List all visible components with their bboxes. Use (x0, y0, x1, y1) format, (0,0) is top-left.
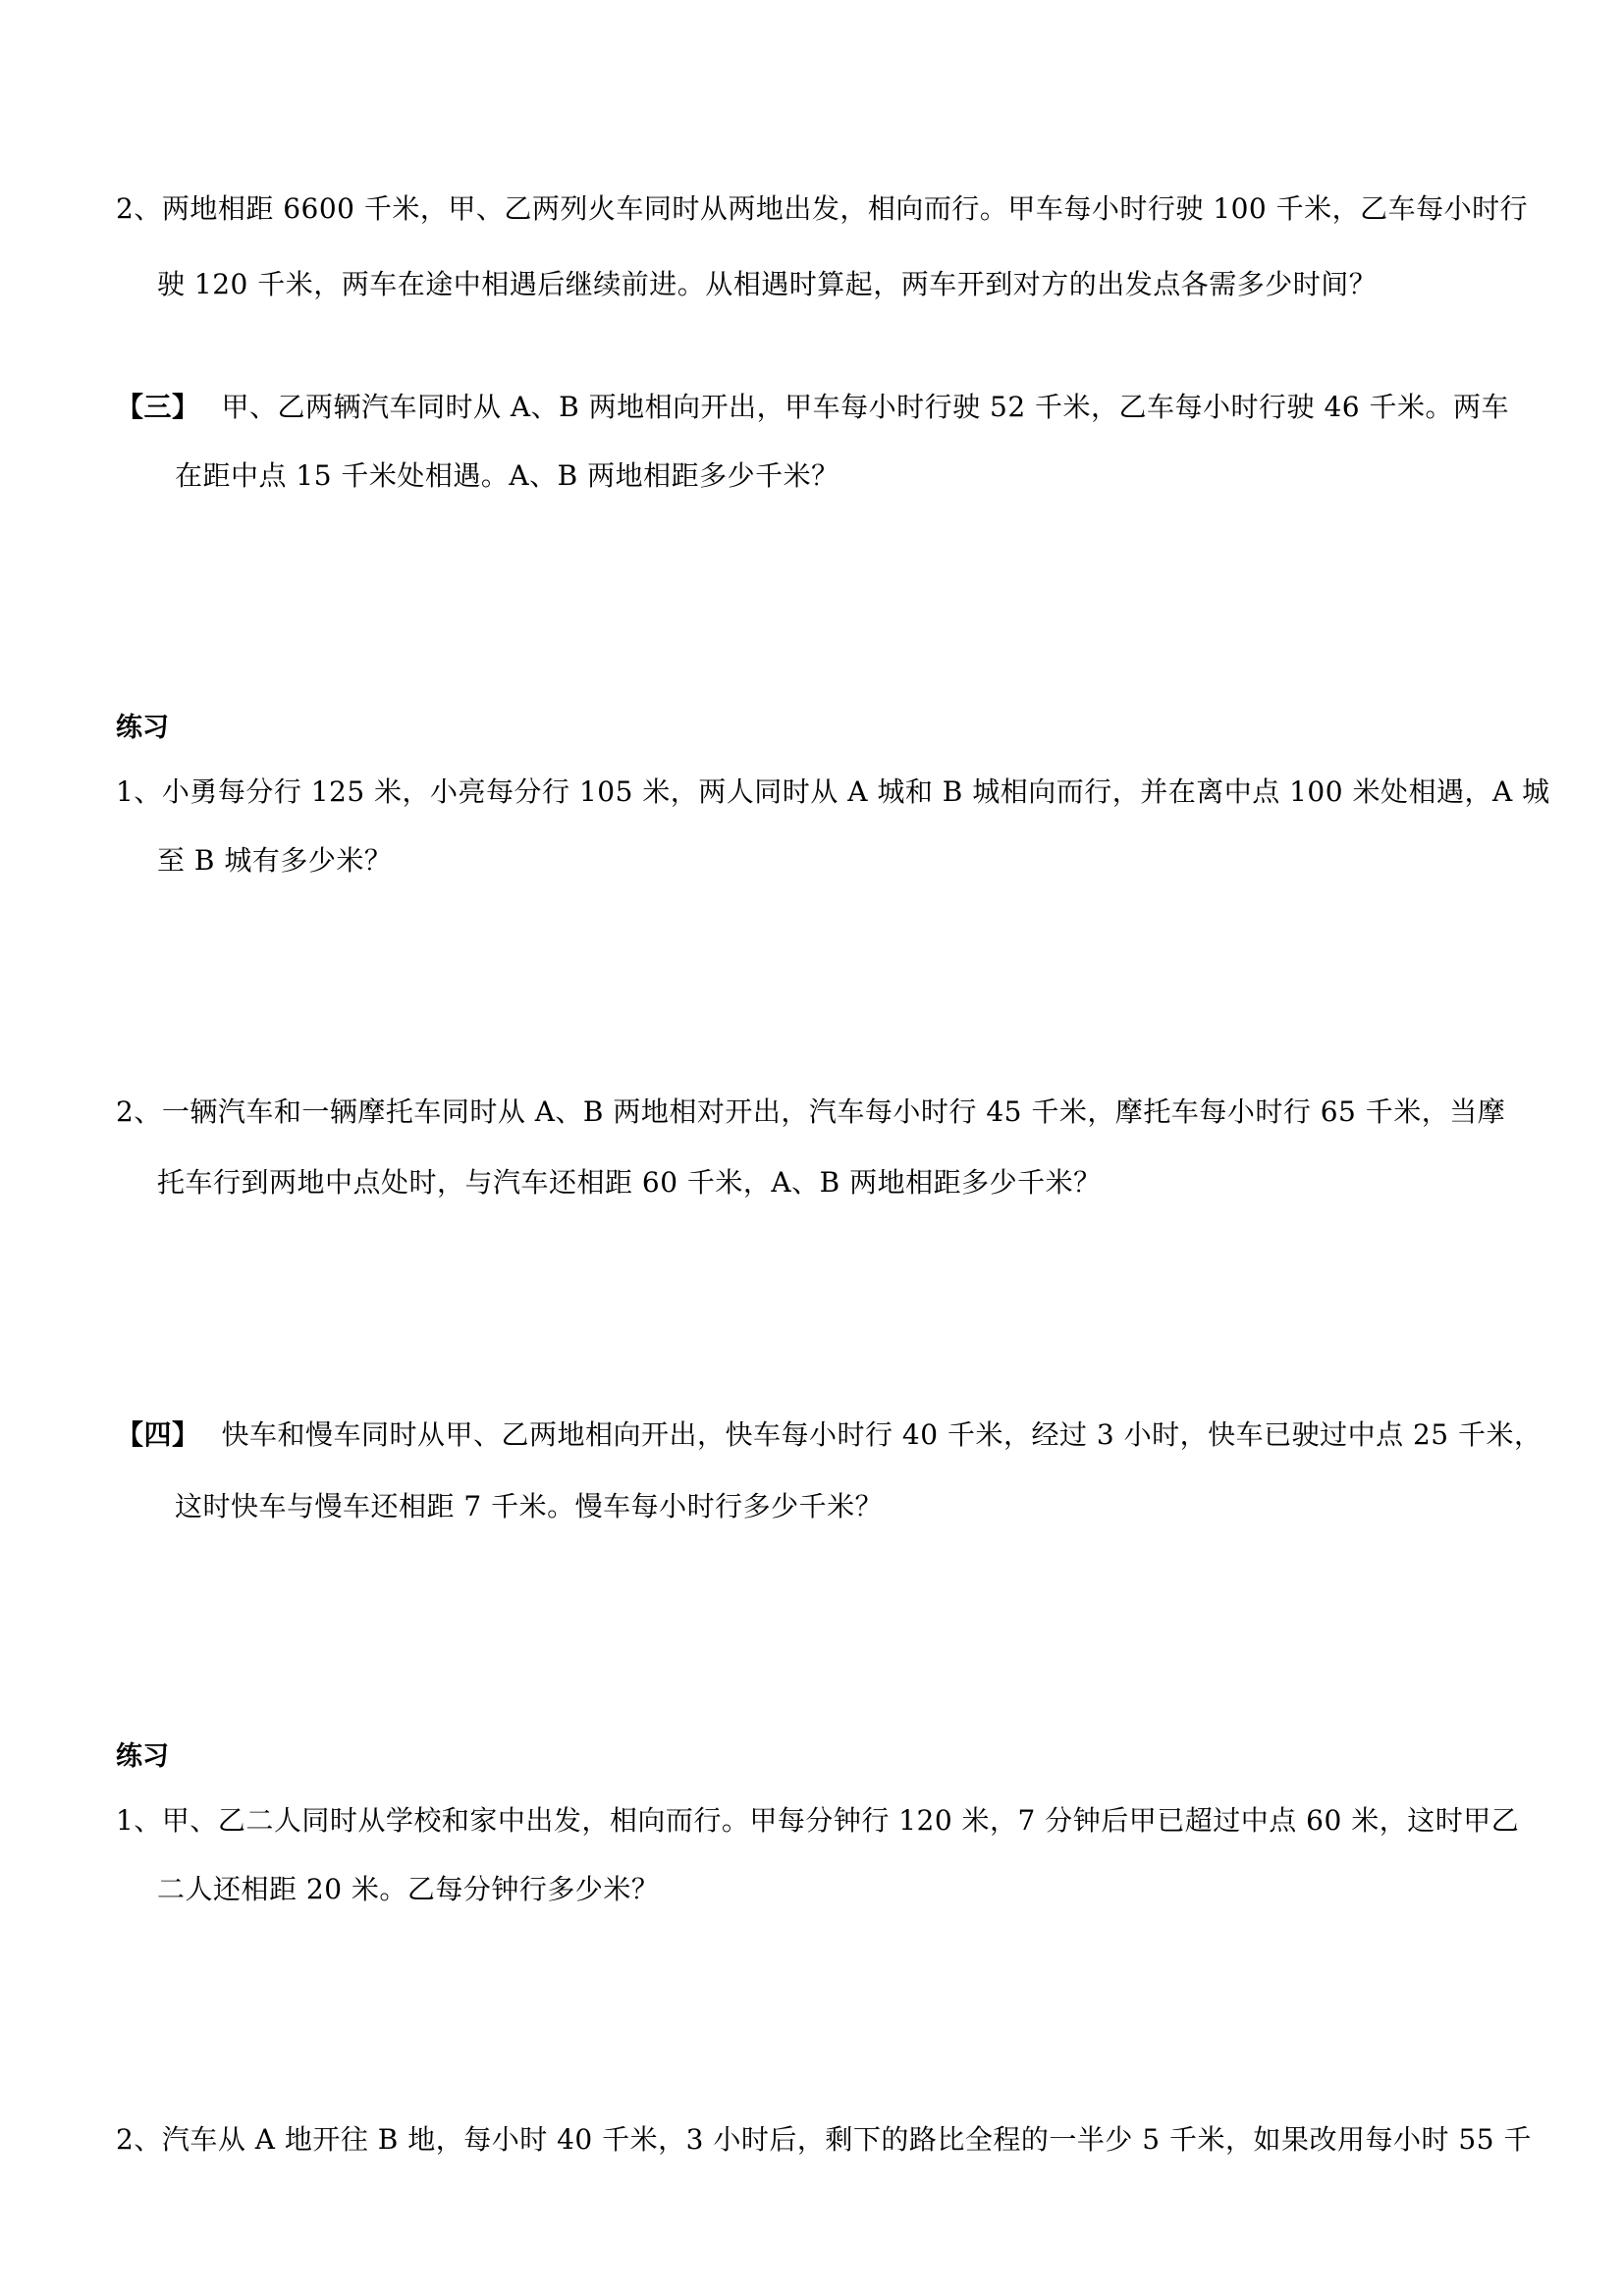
section-text: 快车和慢车同时从甲、乙两地相向开出，快车每小时行 40 千米，经过 3 小时，快车已驶过中点 25 千米， (221, 1418, 1543, 1451)
problem-text-line: 这时快车与慢车还相距 7 千米。慢车每小时行多少千米？ (175, 1490, 884, 1522)
problem-text-line: 托车行到两地中点处时，与汽车还相距 60 千米，A、B 两地相距多少千米？ (157, 1166, 1102, 1199)
practice-heading: 练习 (116, 1741, 169, 1772)
problem-text-line: 2、两地相距 6600 千米，甲、乙两列火车同时从两地出发，相向而行。甲车每小时行驶 100 千米，乙车每小时行 (116, 192, 1529, 225)
problem-text-line: 驶 120 千米，两车在途中相遇后继续前进。从相遇时算起，两车开到对方的出发点各需多少时间？ (157, 268, 1378, 300)
section-text: 甲、乙两辆汽车同时从 A、B 两地相向开出，甲车每小时行驶 52 千米，乙车每小时行驶 46 千米。两车 (221, 391, 1509, 423)
problem-text-line: 二人还相距 20 米。乙每分钟行多少米？ (157, 1873, 660, 1905)
problem-text-line: 在距中点 15 千米处相遇。A、B 两地相距多少千米？ (175, 459, 839, 492)
problem-text-line: 2、一辆汽车和一辆摩托车同时从 A、B 两地相对开出，汽车每小时行 45 千米，摩托车每小时行 65 千米，当摩 (116, 1095, 1506, 1128)
problem-text-line: 1、小勇每分行 125 米，小亮每分行 105 米，两人同时从 A 城和 B 城相向而行，并在离中点 100 米处相遇，A 城 (116, 775, 1550, 808)
problem-text-line: 1、甲、乙二人同时从学校和家中出发，相向而行。甲每分钟行 120 米，7 分钟后甲已超过中点 60 米，这时甲乙 (116, 1804, 1520, 1837)
problem-text-line: 2、汽车从 A 地开往 B 地，每小时 40 千米，3 小时后，剩下的路比全程的一半少 5 千米，如果改用每小时 55 千 (116, 2123, 1532, 2156)
section-marker: 【三】 (116, 391, 200, 423)
problem-text-line: 至 B 城有多少米？ (157, 844, 393, 877)
problem-text-line (116, 388, 1509, 427)
section-marker: 【四】 (116, 1418, 200, 1451)
problem-text-line (116, 1415, 1543, 1455)
practice-heading: 练习 (116, 713, 169, 743)
